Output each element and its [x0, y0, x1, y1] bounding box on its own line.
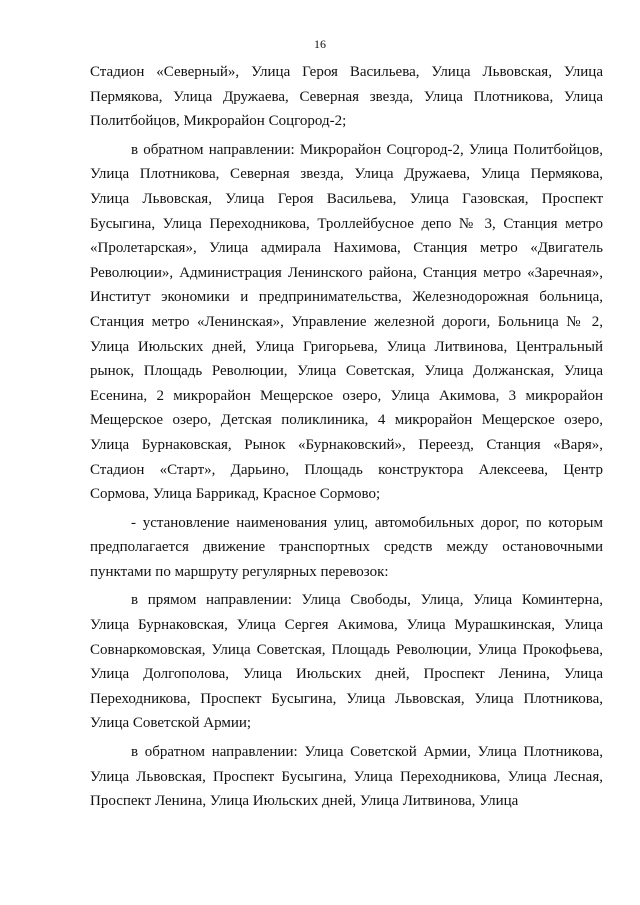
- text-line: в обратном направлении: Микрорайон Соцгород-2, Улица Политбойцов,: [131, 141, 603, 158]
- text-line: - установление наименования улиц, автомобильных дорог, по которым: [131, 514, 603, 531]
- text-line: Улица Советской Армии;: [90, 715, 252, 732]
- text-line: Улица Плотникова, Северная звезда, Улица Дружаева, Улица Пермякова,: [90, 166, 603, 183]
- text-line: Проспект Ленина, Улица Июльских дней, Улица Литвинова, Улица: [90, 793, 519, 810]
- text-line: Пермякова, Улица Дружаева, Северная звезда, Улица Плотникова, Улица: [90, 88, 603, 105]
- text-line: Улица Львовская, Проспект Бусыгина, Улица Переходникова, Улица Лесная,: [90, 768, 603, 785]
- document-body: [90, 60, 603, 814]
- text-line: Мещерское озеро, Детская поликлиника, 4 микрорайон Мещерское озеро,: [90, 412, 603, 429]
- text-line: Институт экономики и предпринимательства, Железнодорожная больница,: [90, 289, 603, 306]
- text-line: Революции», Администрация Ленинского района, Станция метро «Заречная»,: [90, 264, 603, 281]
- text-line: Улица Бурнаковская, Рынок «Бурнаковский», Переезд, Станция «Варя»,: [90, 436, 603, 453]
- page-number: 16: [314, 37, 326, 51]
- text-line: Сормова, Улица Баррикад, Красное Сормово;: [90, 486, 381, 503]
- text-line: рынок, Площадь Революции, Улица Советская, Улица Должанская, Улица: [90, 363, 603, 380]
- text-line: «Пролетарская», Улица адмирала Нахимова, Станция метро «Двигатель: [90, 240, 603, 257]
- text-line: Совнаркомовская, Улица Советская, Площадь Революции, Улица Прокофьева,: [90, 641, 603, 658]
- text-line: Улица Июльских дней, Улица Григорьева, Улица Литвинова, Центральный: [90, 338, 603, 355]
- text-line: Стадион «Северный», Улица Героя Васильева, Улица Львовская, Улица: [90, 64, 603, 80]
- paragraph: [90, 60, 603, 134]
- text-line: в прямом направлении: Улица Свободы, Улица, Улица Коминтерна,: [131, 592, 603, 609]
- paragraph: [90, 511, 603, 585]
- text-line: Станция метро «Ленинская», Управление железной дороги, Больница № 2,: [90, 313, 603, 330]
- text-line: Политбойцов, Микрорайон Соцгород-2;: [90, 113, 347, 130]
- text-line: Есенина, 2 микрорайон Мещерское озеро, Улица Акимова, 3 микрорайон: [90, 387, 603, 404]
- text-line: пунктами по маршруту регулярных перевозок:: [90, 563, 389, 580]
- text-line: предполагается движение транспортных средств между остановочными: [90, 539, 603, 556]
- text-line: в обратном направлении: Улица Советской Армии, Улица Плотникова,: [131, 744, 603, 761]
- paragraph: [90, 588, 603, 736]
- paragraph: [90, 138, 603, 507]
- text-line: Улица Долгополова, Улица Июльских дней, Проспект Ленина, Улица: [90, 666, 603, 683]
- paragraph: [90, 740, 603, 814]
- text-line: Стадион «Старт», Дарьино, Площадь конструктора Алексеева, Центр: [90, 461, 603, 478]
- text-line: Бусыгина, Улица Переходникова, Троллейбусное депо № 3, Станция метро: [90, 215, 603, 232]
- text-line: Улица Львовская, Улица Героя Васильева, Улица Газовская, Проспект: [90, 190, 603, 207]
- text-line: Переходникова, Проспект Бусыгина, Улица Львовская, Улица Плотникова,: [90, 690, 603, 707]
- text-line: Улица Бурнаковская, Улица Сергея Акимова, Улица Мурашкинская, Улица: [90, 617, 603, 634]
